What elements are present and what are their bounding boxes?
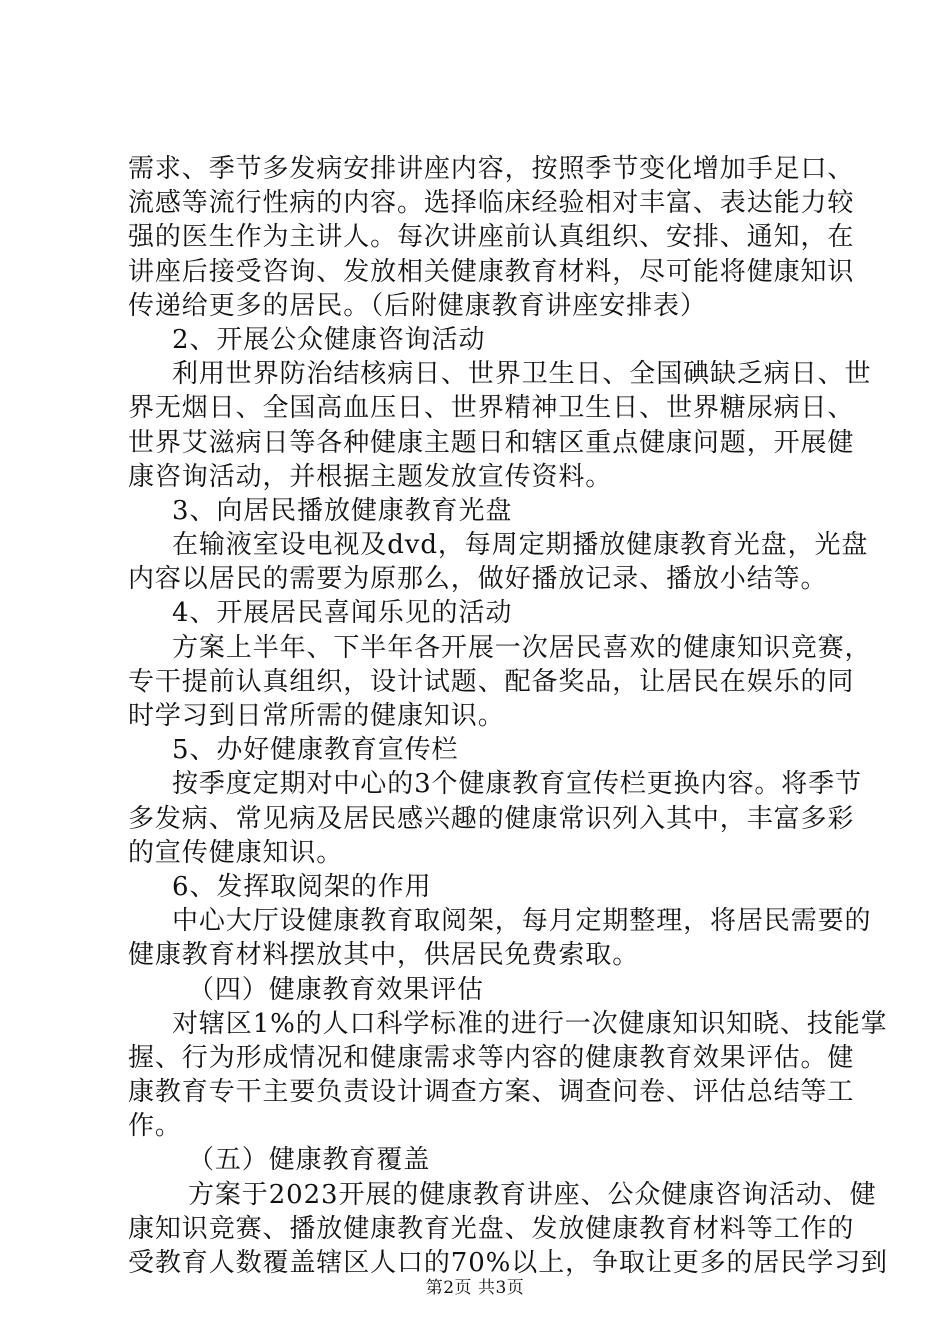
text-line: 健康教育材料摆放其中，供居民免费索取。 (128, 940, 640, 971)
text-line: 时学习到日常所需的健康知识。 (128, 701, 505, 731)
text-line: 强的医生作为主讲人。每次讲座前认真组织、安排、通知，在 (128, 222, 855, 253)
text-line: 专干提前认真组织，设计试题、配备奖品，让居民在娱乐的同 (128, 666, 855, 697)
section-heading: 3、向居民播放健康教育光盘 (172, 495, 513, 526)
text-line: 作。 (128, 1111, 182, 1142)
section-heading: 2、开展公众健康咨询活动 (172, 324, 486, 355)
section-heading: 6、发挥取阅架的作用 (172, 871, 432, 902)
text-line: 受教育人数覆盖辖区人口的70%以上，争取让更多的居民学习到 (128, 1248, 888, 1278)
text-line: 方案上半年、下半年各开展一次居民喜欢的健康知识竞赛， (172, 632, 872, 663)
text-line: 界无烟日、全国高血压日、世界精神卫生日、世界糖尿病日、 (128, 393, 855, 424)
text-line: 的宣传健康知识。 (128, 837, 344, 868)
text-line: 按季度定期对中心的3个健康教育宣传栏更换内容。将季节 (172, 769, 862, 800)
text-line: 方案于2023开展的健康教育讲座、公众健康咨询活动、健 (188, 1179, 877, 1210)
section-heading: 5、办好健康教育宣传栏 (172, 735, 459, 766)
text-line: 世界艾滋病日等各种健康主题日和辖区重点健康问题，开展健 (128, 427, 855, 458)
document-body (128, 152, 888, 1280)
text-line: 康咨询活动，并根据主题发放宣传资料。 (128, 461, 613, 492)
text-line: 在输液室设电视及dvd，每周定期播放健康教育光盘，光盘 (172, 530, 869, 561)
text-line: 内容以居民的需要为原那么，做好播放记录、播放小结等。 (128, 564, 828, 595)
text-line: 握、行为形成情况和健康需求等内容的健康教育效果评估。健 (128, 1042, 855, 1073)
text-line: 多发病、常见病及居民感兴趣的健康常识列入其中，丰富多彩 (128, 803, 855, 834)
section-heading: （四）健康教育效果评估 (188, 974, 484, 1005)
text-line: 利用世界防治结核病日、世界卫生日、全国碘缺乏病日、世 (172, 359, 872, 390)
text-line: 康知识竞赛、播放健康教育光盘、发放健康教育材料等工作的 (128, 1213, 855, 1244)
text-line: 需求、季节多发病安排讲座内容，按照季节变化增加手足口、 (128, 154, 855, 184)
text-line: 中心大厅设健康教育取阅架，每月定期整理，将居民需要的 (172, 906, 872, 937)
section-heading: （五）健康教育覆盖 (188, 1145, 431, 1176)
text-line: 康教育专干主要负责设计调查方案、调查问卷、评估总结等工 (128, 1077, 855, 1108)
text-line: 对辖区1%的人口科学标准的进行一次健康知识知晓、技能掌 (172, 1008, 888, 1039)
section-heading: 4、开展居民喜闻乐见的活动 (172, 598, 513, 629)
text-line: 讲座后接受咨询、发放相关健康教育材料，尽可能将健康知识 (128, 256, 855, 287)
text-line: 流感等流行性病的内容。选择临床经验相对丰富、表达能力较 (128, 188, 855, 219)
page-number-footer: 第2页 共3页 (425, 1278, 525, 1298)
text-line: 传递给更多的居民。（后附健康教育讲座安排表） (128, 290, 707, 321)
